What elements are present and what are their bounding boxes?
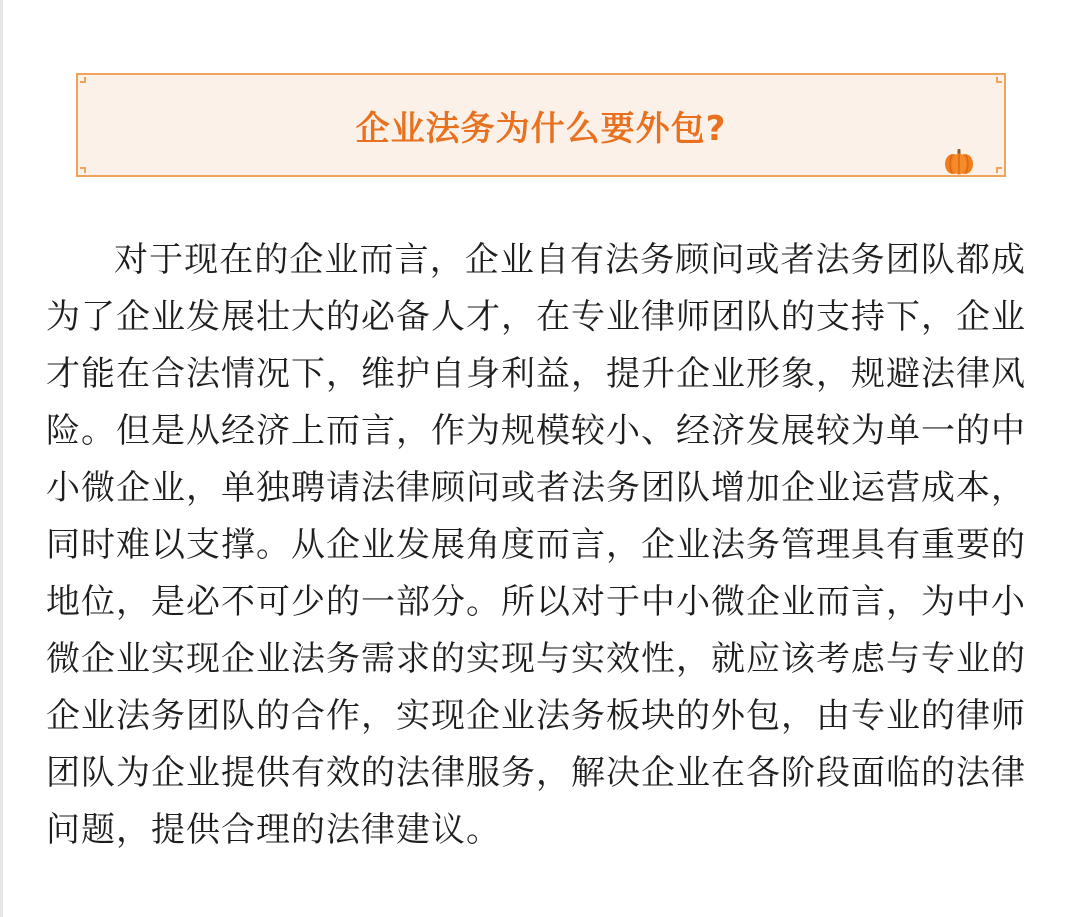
pumpkin-icon (944, 149, 974, 175)
frame-corner-bottom-left (76, 165, 88, 177)
frame-corner-top-right (994, 73, 1006, 85)
article-paragraph: 对于现在的企业而言，企业自有法务顾问或者法务团队都成为了企业发展壮大的必备人才，在专业律师团队的支持下，企业才能在合法情况下，维护自身利益，提升企业形象，规避法律风险。但是从经济上而言，作为规模较小、经济发展较为单一的中小微企业，单独聘请法律顾问或者法务团队增加企业运营成本，同时难以支撑。从企业发展角度而言，企业法务管理具有重要的地位，是必不可少的一部分。所以对于中小微企业而言，为中小微企业实现企业法务需求的实现与实效性，就应该考虑与专业的企业法务团队的合作，实现企业法务板块的外包，由专业的律师团队为企业提供有效的法律服务，解决企业在各阶段面临的法律问题，提供合理的法律建议。 (46, 240, 1026, 850)
frame-corner-top-left (76, 73, 88, 85)
title-frame (76, 73, 1006, 177)
frame-corner-bottom-right (994, 165, 1006, 177)
article-title: 企业法务为什么要外包? (355, 109, 727, 149)
page-left-edge (0, 0, 3, 917)
